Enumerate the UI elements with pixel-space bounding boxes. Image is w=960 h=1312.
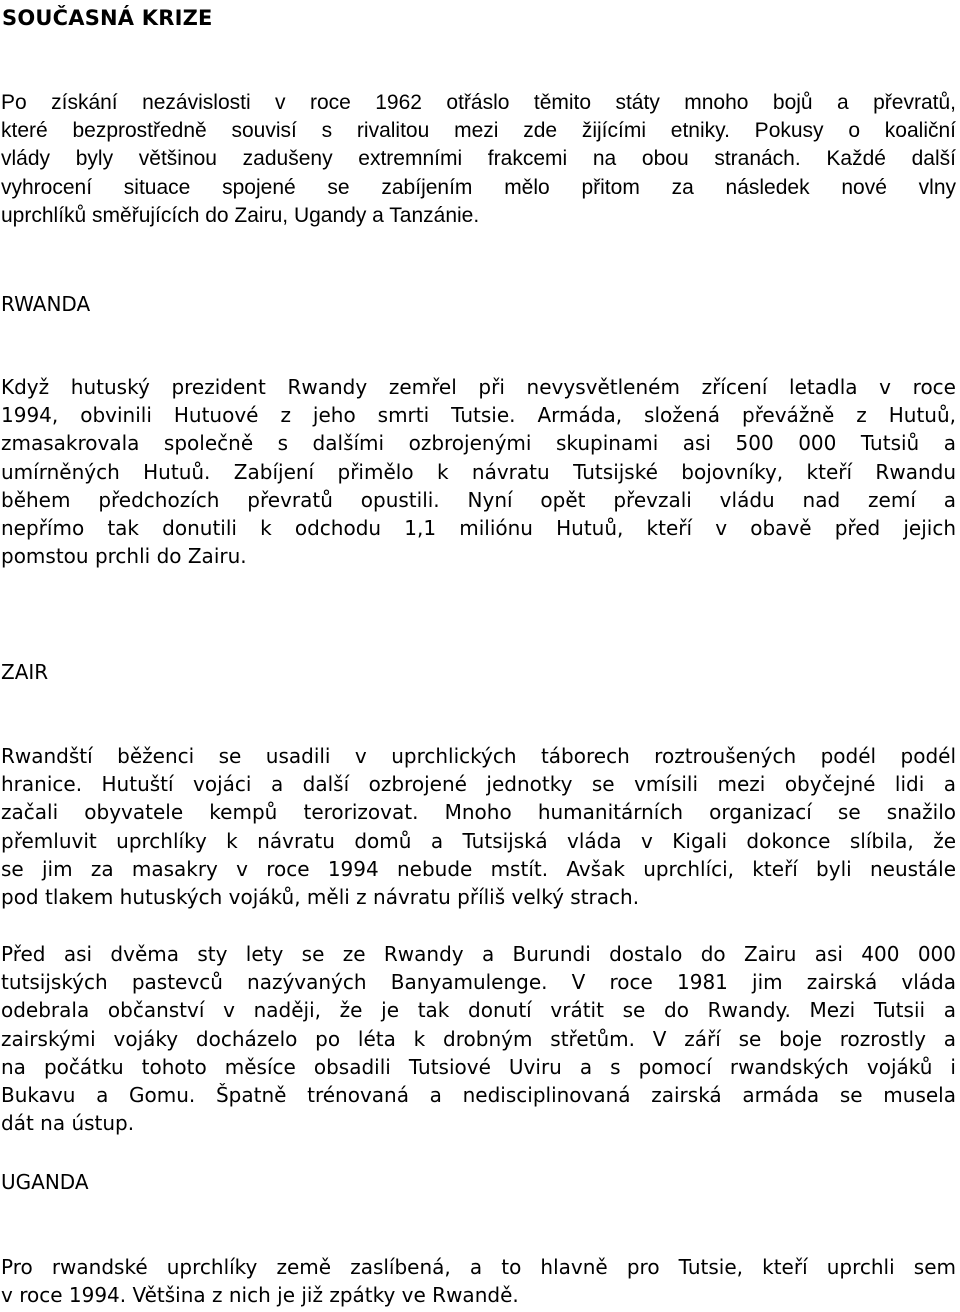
rwanda-paragraph	[1, 373, 956, 570]
intro-line: vlády byly většinou zadušeny extremními frakcemi na obou stranách. Každé další	[1, 147, 956, 171]
rwanda-line: umírněných Hutuů. Zabíjení přimělo k návratu Tutsijské bojovníky, kteří Rwandu	[1, 459, 956, 484]
intro-paragraph	[1, 89, 956, 230]
rwanda-line: během předchozích převratů opustili. Nyní opět převzali vládu nad zemí a	[1, 487, 956, 512]
zair-line: hranice. Hutuští vojáci a další ozbrojené jednotky se vmísili mezi obyčejné lidi a	[1, 772, 956, 797]
zair-line: Rwandští běženci se usadili v uprchlických táborech roztroušených podél podél	[1, 744, 956, 768]
rwanda-line: nepřímo tak donutili k odchodu 1,1 miliónu Hutuů, kteří v obavě před jejich	[1, 515, 956, 540]
uganda-line: v roce 1994. Většina z nich je již zpátky ve Rwandě.	[1, 1283, 519, 1308]
page-title: SOUČASNÁ KRIZE	[2, 6, 213, 30]
zair-line: tutsijských pastevců nazývaných Banyamulenge. V roce 1981 jim zairská vláda	[1, 970, 956, 995]
zair-paragraph-2	[1, 940, 956, 1137]
rwanda-line: Když hutuský prezident Rwandy zemřel při nevysvětleném zřícení letadla v roce	[1, 375, 956, 399]
zair-line: dát na ústup.	[1, 1111, 135, 1136]
rwanda-line: zmasakrovala společně s dalšími ozbrojenými skupinami asi 500 000 Tutsiů a	[1, 431, 956, 456]
zair-line: Bukavu a Gomu. Špatně trénovaná a nedisciplinovaná zairská armáda se musela	[1, 1082, 956, 1107]
intro-line: uprchlíků směřujících do Zairu, Ugandy a Tanzánie.	[1, 203, 480, 227]
zair-line: Před asi dvěma sty lety se ze Rwandy a Burundi dostalo do Zairu asi 400 000	[1, 942, 956, 966]
zair-paragraph-1	[1, 742, 956, 911]
zair-line: se jim za masakry v roce 1994 nebude mstít. Avšak uprchlíci, kteří byli neustále	[1, 856, 956, 881]
intro-line: Po získání nezávislosti v roce 1962 otřáslo těmito státy mnoho bojů a převratů,	[1, 91, 956, 114]
intro-line: vyhrocení situace spojené se zabíjením mělo přitom za následek nové vlny	[1, 175, 956, 199]
section-heading-uganda: UGANDA	[1, 1170, 89, 1194]
zair-line: pod tlakem hutuských vojáků, měli z návratu příliš velký strach.	[1, 884, 640, 909]
uganda-paragraph	[1, 1253, 956, 1309]
rwanda-line: 1994, obvinili Hutuové z jeho smrti Tutsie. Armáda, složená převážně z Hutuů,	[1, 403, 956, 428]
section-heading-zair: ZAIR	[1, 660, 49, 684]
zair-line: zairskými vojáky docházelo po léta k drobným střetům. V září se boje rozrostly a	[1, 1026, 956, 1051]
zair-line: začali obyvatele kempů terorizovat. Mnoho humanitárních organizací se snažilo	[1, 800, 956, 825]
intro-line: které bezprostředně souvisí s rivalitou mezi zde žijícími etniky. Pokusy o koaliční	[1, 119, 956, 143]
zair-line: odebrala občanství v naději, že je tak donutí vrátit se do Rwandy. Mezi Tutsii a	[1, 998, 956, 1023]
uganda-line: Pro rwandské uprchlíky země zaslíbená, a to hlavně pro Tutsie, kteří uprchli sem	[1, 1255, 956, 1279]
zair-line: přemluvit uprchlíky k návratu domů a Tutsijská vláda v Kigali dokonce slíbila, že	[1, 828, 956, 853]
rwanda-line: pomstou prchli do Zairu.	[1, 544, 247, 569]
section-heading-rwanda: RWANDA	[1, 292, 91, 316]
zair-line: na počátku tohoto měsíce obsadili Tutsiové Uviru a s pomocí rwandských vojáků i	[1, 1054, 956, 1079]
